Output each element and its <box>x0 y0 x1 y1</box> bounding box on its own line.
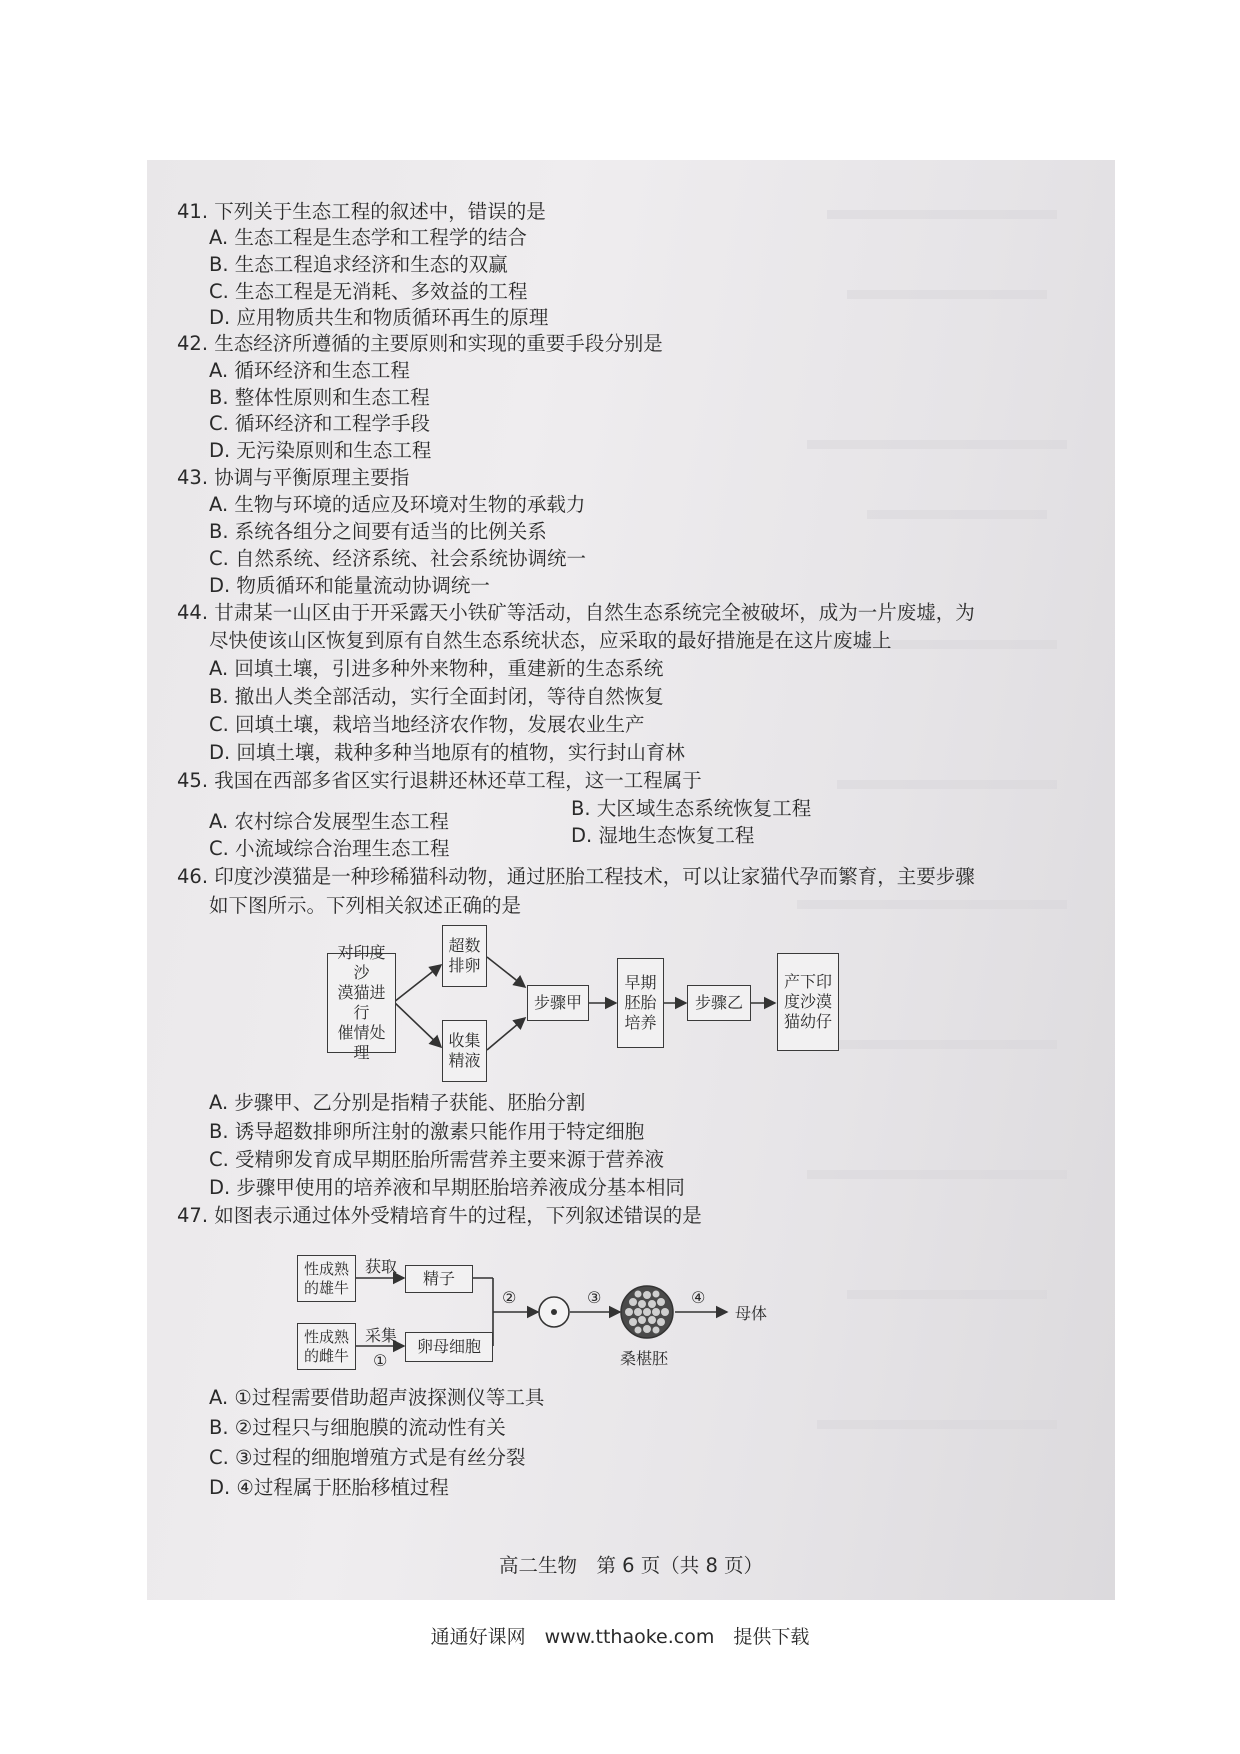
q43-option-b: B. 系统各组分之间要有适当的比例关系 <box>209 520 547 543</box>
q43-stem: 43. 协调与平衡原理主要指 <box>177 466 410 489</box>
label-morula: 桑椹胚 <box>620 1349 669 1368</box>
label-process-2: ② <box>502 1288 517 1307</box>
q46-option-b: B. 诱导超数排卵所注射的激素只能作用于特定细胞 <box>209 1120 645 1143</box>
step-a-box: 步骤甲 <box>527 985 589 1021</box>
q41-option-d: D. 应用物质共生和物质循环再生的原理 <box>209 306 549 329</box>
page-number-footer: 高二生物 第 6 页（共 8 页） <box>498 1554 764 1577</box>
label-process-3: ③ <box>587 1288 602 1307</box>
superovulation-box: 超数 排卵 <box>442 925 487 987</box>
q44-stem-line1: 44. 甘肃某一山区由于开采露天小铁矿等活动，自然生态系统完全被破坏，成为一片废墟，为 <box>177 601 975 624</box>
q41-option-a: A. 生态工程是生态学和工程学的结合 <box>209 226 527 249</box>
q46-option-a: A. 步骤甲、乙分别是指精子获能、胚胎分割 <box>209 1091 586 1114</box>
q41-option-c: C. 生态工程是无消耗、多效益的工程 <box>209 280 528 303</box>
sperm-box: 精子 <box>405 1265 473 1293</box>
q47-stem: 47. 如图表示通过体外受精培育牛的过程，下列叙述错误的是 <box>177 1204 702 1227</box>
early-embryo-culture-box: 早期 胚胎 培养 <box>617 958 664 1048</box>
label-mother: 母体 <box>735 1304 768 1323</box>
label-collect: 采集 <box>365 1326 398 1345</box>
q45-option-b: B. 大区域生态系统恢复工程 <box>571 797 812 820</box>
q42-option-d: D. 无污染原则和生态工程 <box>209 439 432 462</box>
exam-paper-photo <box>147 160 1115 1600</box>
collect-semen-box: 收集 精液 <box>442 1020 487 1082</box>
morula-icon <box>621 1286 673 1338</box>
q44-option-a: A. 回填土壤，引进多种外来物种，重建新的生态系统 <box>209 657 664 680</box>
label-process-1: ① <box>373 1351 388 1370</box>
step-b-box: 步骤乙 <box>687 985 751 1021</box>
female-cattle-box: 性成熟 的雌牛 <box>297 1323 356 1370</box>
q47-option-b: B. ②过程只与细胞膜的流动性有关 <box>209 1416 506 1439</box>
q44-stem-line2: 尽快使该山区恢复到原有自然生态系统状态，应采取的最好措施是在这片废墟上 <box>209 629 892 652</box>
q43-option-d: D. 物质循环和能量流动协调统一 <box>209 574 490 597</box>
q41-stem: 41. 下列关于生态工程的叙述中，错误的是 <box>177 200 546 223</box>
q42-option-c: C. 循环经济和工程学手段 <box>209 412 431 435</box>
label-process-4: ④ <box>691 1288 706 1307</box>
q46-stem-line2: 如下图所示。下列相关叙述正确的是 <box>209 894 522 917</box>
q46-option-c: C. 受精卵发育成早期胚胎所需营养主要来源于营养液 <box>209 1148 665 1171</box>
male-cattle-box: 性成熟 的雄牛 <box>297 1255 356 1302</box>
site-watermark-footer: 通通好课网 www.tthaoke.com 提供下载 <box>430 1626 810 1648</box>
q44-option-d: D. 回填土壤，栽种多种当地原有的植物，实行封山育林 <box>209 741 685 764</box>
label-obtain: 获取 <box>365 1257 398 1276</box>
q43-option-c: C. 自然系统、经济系统、社会系统协调统一 <box>209 547 587 570</box>
q47-option-c: C. ③过程的细胞增殖方式是有丝分裂 <box>209 1446 526 1469</box>
q43-option-a: A. 生物与环境的适应及环境对生物的承载力 <box>209 493 586 516</box>
q46-option-d: D. 步骤甲使用的培养液和早期胚胎培养液成分基本相同 <box>209 1176 685 1199</box>
q45-option-d: D. 湿地生态恢复工程 <box>571 824 755 847</box>
offspring-box: 产下印 度沙漠 猫幼仔 <box>777 953 839 1051</box>
q47-option-a: A. ①过程需要借助超声波探测仪等工具 <box>209 1386 545 1409</box>
q45-stem: 45. 我国在西部多省区实行退耕还林还草工程，这一工程属于 <box>177 769 702 792</box>
q42-stem: 42. 生态经济所遵循的主要原则和实现的重要手段分别是 <box>177 332 663 355</box>
q44-option-c: C. 回填土壤，栽培当地经济农作物，发展农业生产 <box>209 713 645 736</box>
q45-option-a: A. 农村综合发展型生态工程 <box>209 810 449 833</box>
q46-stem-line1: 46. 印度沙漠猫是一种珍稀猫科动物，通过胚胎工程技术，可以让家猫代孕而繁育，主要步骤 <box>177 865 975 888</box>
q45-option-c: C. 小流域综合治理生态工程 <box>209 837 450 860</box>
q42-option-a: A. 循环经济和生态工程 <box>209 359 410 382</box>
oocyte-box: 卵母细胞 <box>405 1332 493 1362</box>
zygote-icon <box>539 1297 569 1327</box>
q41-option-b: B. 生态工程追求经济和生态的双赢 <box>209 253 508 276</box>
start-box: 对印度沙 漠猫进行 催情处理 <box>327 953 396 1053</box>
q44-option-b: B. 撤出人类全部活动，实行全面封闭，等待自然恢复 <box>209 685 664 708</box>
q42-option-b: B. 整体性原则和生态工程 <box>209 386 430 409</box>
q47-option-d: D. ④过程属于胚胎移植过程 <box>209 1476 449 1499</box>
